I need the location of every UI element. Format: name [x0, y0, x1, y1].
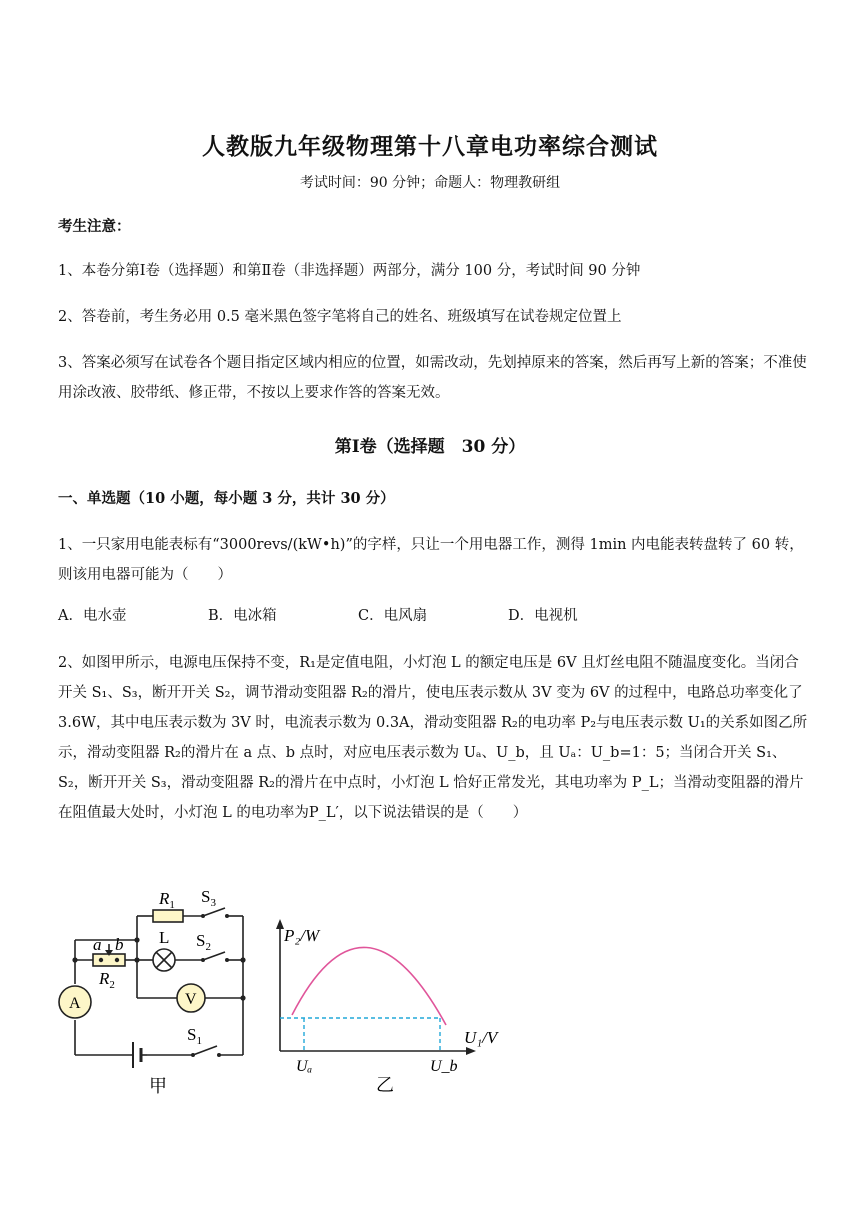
voltmeter-label: V — [185, 991, 197, 1008]
notice-item-3: 3、答案必须写在试卷各个题目指定区域内相应的位置，如需改动，先划掉原来的答案，然后再写上新的答案；不准使用涂改液、胶带纸、修正带，不按以上要求作答的答案无效。 — [58, 355, 807, 401]
y-axis-arrow — [276, 919, 284, 929]
label-s2: $S_2$ — [196, 931, 211, 953]
label-r2: $R_2$ — [99, 969, 115, 991]
tick-ua: Uₐ — [296, 1058, 313, 1075]
label-s3: $S_3$ — [201, 887, 216, 909]
option-d: D．电视机 — [508, 608, 578, 624]
notice-heading: 考生注意： — [58, 218, 131, 235]
part-heading: 一、单选题（10 小题，每小题 3 分，共计 30 分） — [58, 490, 395, 507]
option-b: B．电冰箱 — [208, 608, 277, 624]
notice-item-1: 1、本卷分第Ⅰ卷（选择题）和第Ⅱ卷（非选择题）两部分，满分 100 分，考试时间 90 分钟 — [58, 263, 641, 279]
page-subtitle: 考试时间：90 分钟；命题人：物理教研组 — [299, 175, 561, 191]
question-1-text: 1、一只家用电能表标有“3000revs/(kW•h)”的字样，只让一个用电器工作，测得 1min 内电能表转盘转了 60 转，则该用电器可能为（ ） — [58, 537, 804, 583]
guide-lines — [280, 1018, 440, 1051]
tick-ub: U_b — [430, 1058, 458, 1075]
label-r1: $R_1$ — [159, 889, 175, 911]
caption-jia: 甲 — [149, 1076, 167, 1096]
label-lamp: L — [159, 928, 170, 947]
page-title: 人教版九年级物理第十八章电功率综合测试 — [202, 133, 658, 160]
y-axis-label: P₂/W — [284, 926, 320, 945]
ammeter-label: A — [69, 995, 81, 1012]
caption-yi: 乙 — [376, 1075, 394, 1095]
x-axis-arrow — [466, 1047, 476, 1055]
section-title: 第Ⅰ卷（选择题 30 分） — [334, 437, 526, 457]
x-axis-label: U₁/V — [464, 1028, 498, 1047]
power-curve — [292, 947, 446, 1025]
label-s1: $S_1$ — [187, 1025, 202, 1047]
question-1-options — [58, 604, 658, 625]
label-b: b — [115, 935, 124, 954]
option-c: C．电风扇 — [358, 608, 428, 624]
label-a: a — [93, 935, 102, 954]
power-graph — [268, 915, 518, 1095]
option-a: A．电水壶 — [58, 608, 127, 624]
circuit-diagram — [55, 880, 265, 1100]
question-2-text: 2、如图甲所示，电源电压保持不变，R₁是定值电阻，小灯泡 L 的额定电压是 6V 且灯丝电阻不随温度变化。当闭合开关 S₁、S₃，断开开关 S₂，调节滑动变阻器 R₂的滑片，使电压表示数从 3V 变为 6V 的过程中，电路总功率变化了 3.6W，其中电压表示数为 3V 时，电流表示数为 0.3A，滑动变阻器 R₂的电功率 P₂与电压表示数 U₁的关系如图乙所示，滑动变阻器 R₂的滑片在 a 点、b 点时，对应电压表示数为 Uₐ、U_b，且 Uₐ：U_b=1：5；当闭合开关 S₁、S₂，断开开关 S₃，滑动变阻器 R₂的滑片在中点时，小灯泡 L 恰好正常发光，其电功率为 P_L；当滑动变阻器的滑片在阻值最大处时，小灯泡 L 的电功率为P_L′，以下说法错误的是（ ） — [58, 655, 808, 821]
notice-item-2: 2、答卷前，考生务必用 0.5 毫米黑色签字笔将自己的姓名、班级填写在试卷规定位置上 — [58, 309, 622, 325]
